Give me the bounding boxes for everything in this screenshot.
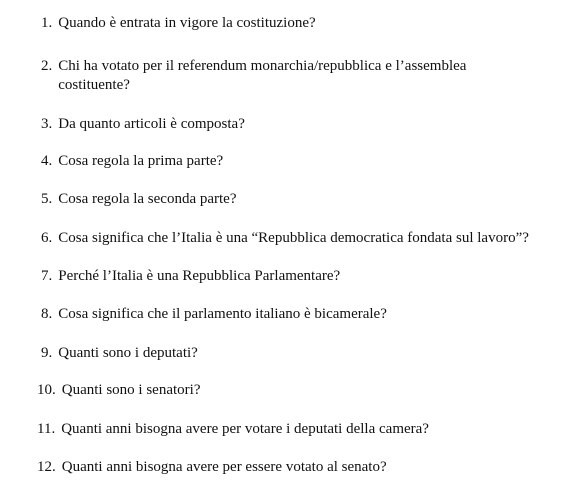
item-number: 6. xyxy=(41,230,53,246)
item-number: 11. xyxy=(37,421,56,437)
item-text: Da quanto articoli è composta? xyxy=(58,116,245,132)
list-item xyxy=(41,305,571,324)
item-number: 10. xyxy=(37,382,56,398)
item-text: Perché l’Italia è una Repubblica Parlamentare? xyxy=(58,268,341,284)
item-text: Quanti anni bisogna avere per essere votato al senato? xyxy=(61,459,387,475)
list-item xyxy=(41,57,511,95)
item-number: 3. xyxy=(41,116,53,132)
item-number: 12. xyxy=(37,459,56,475)
list-item xyxy=(37,458,567,477)
item-number: 1. xyxy=(41,15,53,31)
list-item xyxy=(41,14,571,33)
list-item xyxy=(41,190,571,209)
item-number: 5. xyxy=(41,191,53,207)
item-number: 7. xyxy=(41,268,53,284)
item-text: Cosa regola la prima parte? xyxy=(58,153,224,169)
item-text: Chi ha votato per il referendum monarchia/repubblica e l’assemblea costituente? xyxy=(58,58,467,93)
item-text: Quanti anni bisogna avere per votare i deputati della camera? xyxy=(61,421,429,437)
list-item xyxy=(37,420,567,439)
item-text: Cosa significa che il parlamento italiano è bicamerale? xyxy=(58,306,387,322)
item-text: Quando è entrata in vigore la costituzione? xyxy=(58,15,316,31)
list-item xyxy=(41,152,571,171)
item-text: Quanti sono i senatori? xyxy=(61,382,201,398)
item-text: Cosa significa che l’Italia è una “Repubblica democratica fondata sul lavoro”? xyxy=(58,230,529,246)
list-item xyxy=(37,381,567,400)
list-item xyxy=(41,344,571,363)
item-text: Cosa regola la seconda parte? xyxy=(58,191,237,207)
list-item xyxy=(41,229,571,248)
item-number: 9. xyxy=(41,345,53,361)
item-number: 4. xyxy=(41,153,53,169)
item-number: 8. xyxy=(41,306,53,322)
item-number: 2. xyxy=(41,58,53,74)
list-item xyxy=(41,267,571,286)
list-item xyxy=(41,115,571,134)
item-text: Quanti sono i deputati? xyxy=(58,345,198,361)
